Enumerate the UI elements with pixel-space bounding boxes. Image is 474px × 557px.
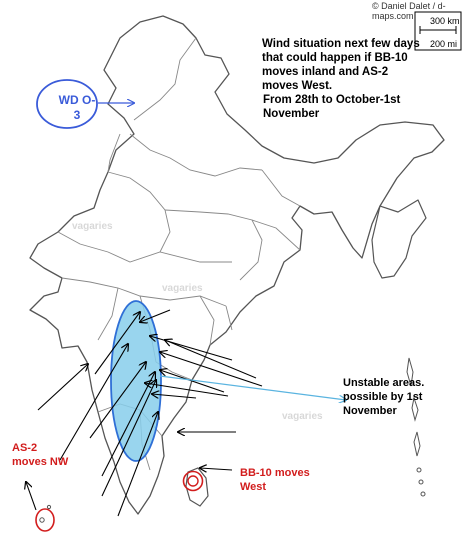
- vagaries-watermark-3: vagaries: [282, 411, 323, 422]
- lakshadweep-islands: [40, 505, 51, 522]
- scale-mi-label: 200 mi: [430, 39, 458, 49]
- bb10-arrow: [200, 468, 232, 470]
- as2-arrow: [26, 482, 36, 510]
- unstable-area-ellipse: [111, 301, 161, 461]
- northeast-outline: [372, 200, 426, 278]
- headline-text: Wind situation next few days that could happen if BB-10 moves inland and AS-2 moves West.: [262, 38, 420, 92]
- vagaries-watermark-1: vagaries: [72, 221, 113, 232]
- scale-km-label: 300 km: [430, 16, 460, 26]
- vagaries-watermark-2: vagaries: [162, 283, 203, 294]
- sri-lanka-outline: [186, 468, 208, 506]
- bb10-label: BB-10 moves West: [240, 467, 310, 493]
- map-credit: © Daniel Dalet / d-maps.com: [372, 1, 446, 21]
- wd-label: WD O-3: [58, 93, 96, 122]
- as2-cyclone-marker: [36, 509, 54, 531]
- as2-label: AS-2 moves NW: [12, 442, 69, 468]
- date-range-text: From 28th to October-1st November: [263, 94, 401, 120]
- unstable-areas-label: Unstable areas. possible by 1st November: [343, 377, 425, 417]
